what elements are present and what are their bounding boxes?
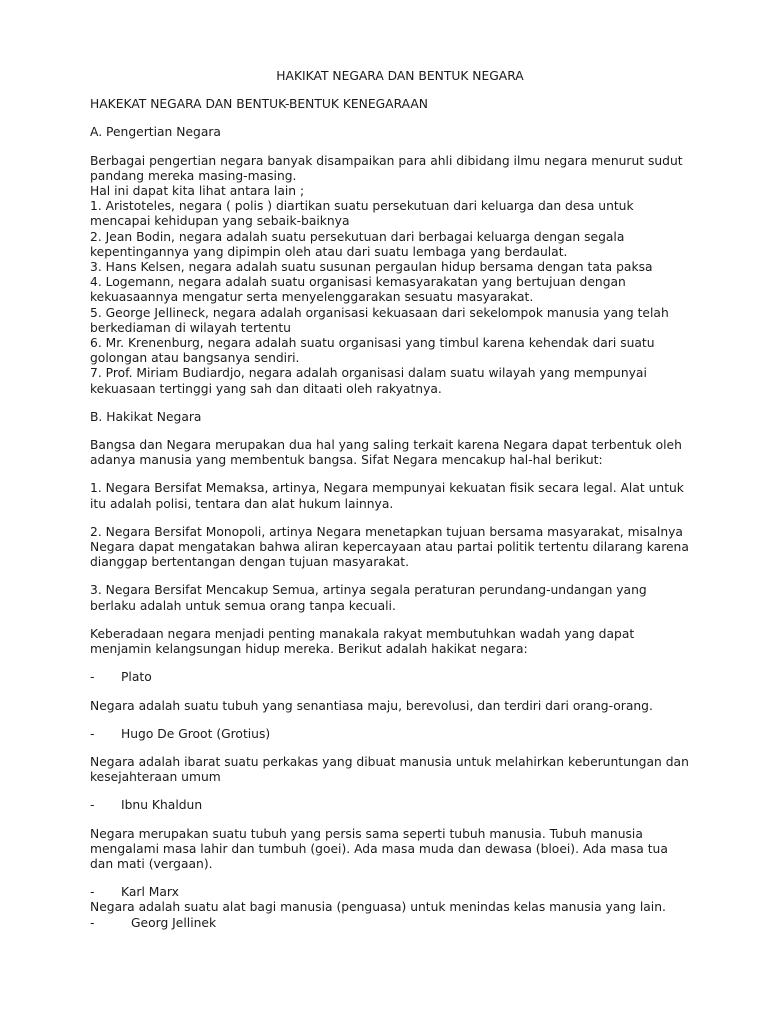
expert-definition: Negara adalah ibarat suatu perkakas yang dibuat manusia untuk melahirkan keberuntungan dan kesejahteraan umum — [90, 754, 689, 785]
section-b-heading: B. Hakikat Negara — [90, 409, 202, 424]
expert-heading-ibnu-khaldun — [90, 798, 690, 813]
expert-name: Karl Marx — [121, 885, 179, 900]
intro-line: Hal ini dapat kita lihat antara lain ; — [90, 184, 305, 199]
definition-item: 7. Prof. Miriam Budiardjo, negara adalah organisasi dalam suatu wilayah yang mempunyai kekuasaan tertinggi yang sah dan ditaati oleh rakyatnya. — [90, 366, 647, 396]
expert-heading-georg-jellinek — [90, 916, 690, 931]
intro-paragraph: Berbagai pengertian negara banyak disampaikan para ahli dibidang ilmu negara menurut sudut pandang mereka masing-masing. — [90, 153, 683, 183]
definition-item: 1. Aristoteles, negara ( polis ) diartikan suatu persekutuan dari keluarga dan desa untuk mencapai kehidupan yang sebaik-baiknya — [90, 199, 634, 229]
dash-bullet: - — [90, 670, 95, 685]
dash-bullet: - — [90, 798, 95, 813]
document-heading: HAKEKAT NEGARA DAN BENTUK-BENTUK KENEGARAAN — [90, 97, 428, 112]
document-title: HAKIKAT NEGARA DAN BENTUK NEGARA — [276, 69, 524, 83]
expert-name: Ibnu Khaldun — [121, 798, 203, 813]
dash-bullet: - — [90, 915, 95, 930]
section-a-heading: A. Pengertian Negara — [90, 125, 221, 140]
definition-item: 4. Logemann, negara adalah suatu organisasi kemasyarakatan yang bertujuan dengan kekuasaannya mengatur serta menyelenggarakan sesuatu masyarakat. — [90, 275, 626, 305]
definition-item: 6. Mr. Krenenburg, negara adalah suatu organisasi yang timbul karena kehendak dari suatu golongan atau bangsanya sendiri. — [90, 336, 655, 366]
definition-item: 5. George Jellineck, negara adalah organisasi kekuasaan dari sekelompok manusia yang telah berkediaman di wilayah tertentu — [90, 305, 669, 335]
sifat-item: 2. Negara Bersifat Monopoli, artinya Negara menetapkan tujuan bersama masyarakat, misalnya Negara dapat mengatakan bahwa aliran kepercayaan atau partai politik tertentu dilarang karena dianggap bertentangan dengan tujuan masyarakat. — [90, 524, 689, 570]
expert-heading-plato — [90, 670, 690, 685]
expert-heading-karl-marx — [90, 885, 690, 900]
expert-heading-grotius — [90, 727, 690, 742]
definition-item: 2. Jean Bodin, negara adalah suatu persekutuan dari berbagai keluarga dengan segala kepentingannya yang dipimpin oleh atau dari suatu lembaga yang berdaulat. — [90, 229, 625, 259]
keberadaan-paragraph: Keberadaan negara menjadi penting manakala rakyat membutuhkan wadah yang dapat menjamin kelangsungan hidup mereka. Berikut adalah hakikat negara: — [90, 626, 635, 657]
expert-definition: Negara adalah suatu tubuh yang senantiasa maju, berevolusi, dan terdiri dari orang-orang. — [90, 698, 653, 713]
definitions-block — [90, 154, 690, 397]
dash-bullet: - — [90, 885, 95, 900]
definition-item: 3. Hans Kelsen, negara adalah suatu susunan pergaulan hidup bersama dengan tata paksa — [90, 260, 653, 275]
document-page — [90, 69, 690, 931]
expert-definition: Negara merupakan suatu tubuh yang persis sama seperti tubuh manusia. Tubuh manusia mengalami masa lahir dan tumbuh (goei). Ada masa muda dan dewasa (bloei). Ada masa tua dan mati (vergaan). — [90, 826, 668, 871]
expert-name: Georg Jellinek — [131, 915, 217, 930]
sifat-item: 3. Negara Bersifat Mencakup Semua, artinya segala peraturan perundang-undangan yang berlaku adalah untuk semua orang tanpa kecuali. — [90, 583, 647, 613]
dash-bullet: - — [90, 726, 95, 741]
expert-name: Plato — [121, 670, 152, 685]
sifat-item: 1. Negara Bersifat Memaksa, artinya, Negara mempunyai kekuatan fisik secara legal. Alat untuk itu adalah polisi, tentara dan alat hukum lainnya. — [90, 481, 684, 511]
b-intro-paragraph: Bangsa dan Negara merupakan dua hal yang saling terkait karena Negara dapat terbentuk oleh adanya manusia yang membentuk bangsa. Sifat Negara mencakup hal-hal berikut: — [90, 438, 682, 468]
expert-name: Hugo De Groot (Grotius) — [121, 726, 271, 741]
expert-definition: Negara adalah suatu alat bagi manusia (penguasa) untuk menindas kelas manusia yang lain. — [90, 900, 666, 915]
